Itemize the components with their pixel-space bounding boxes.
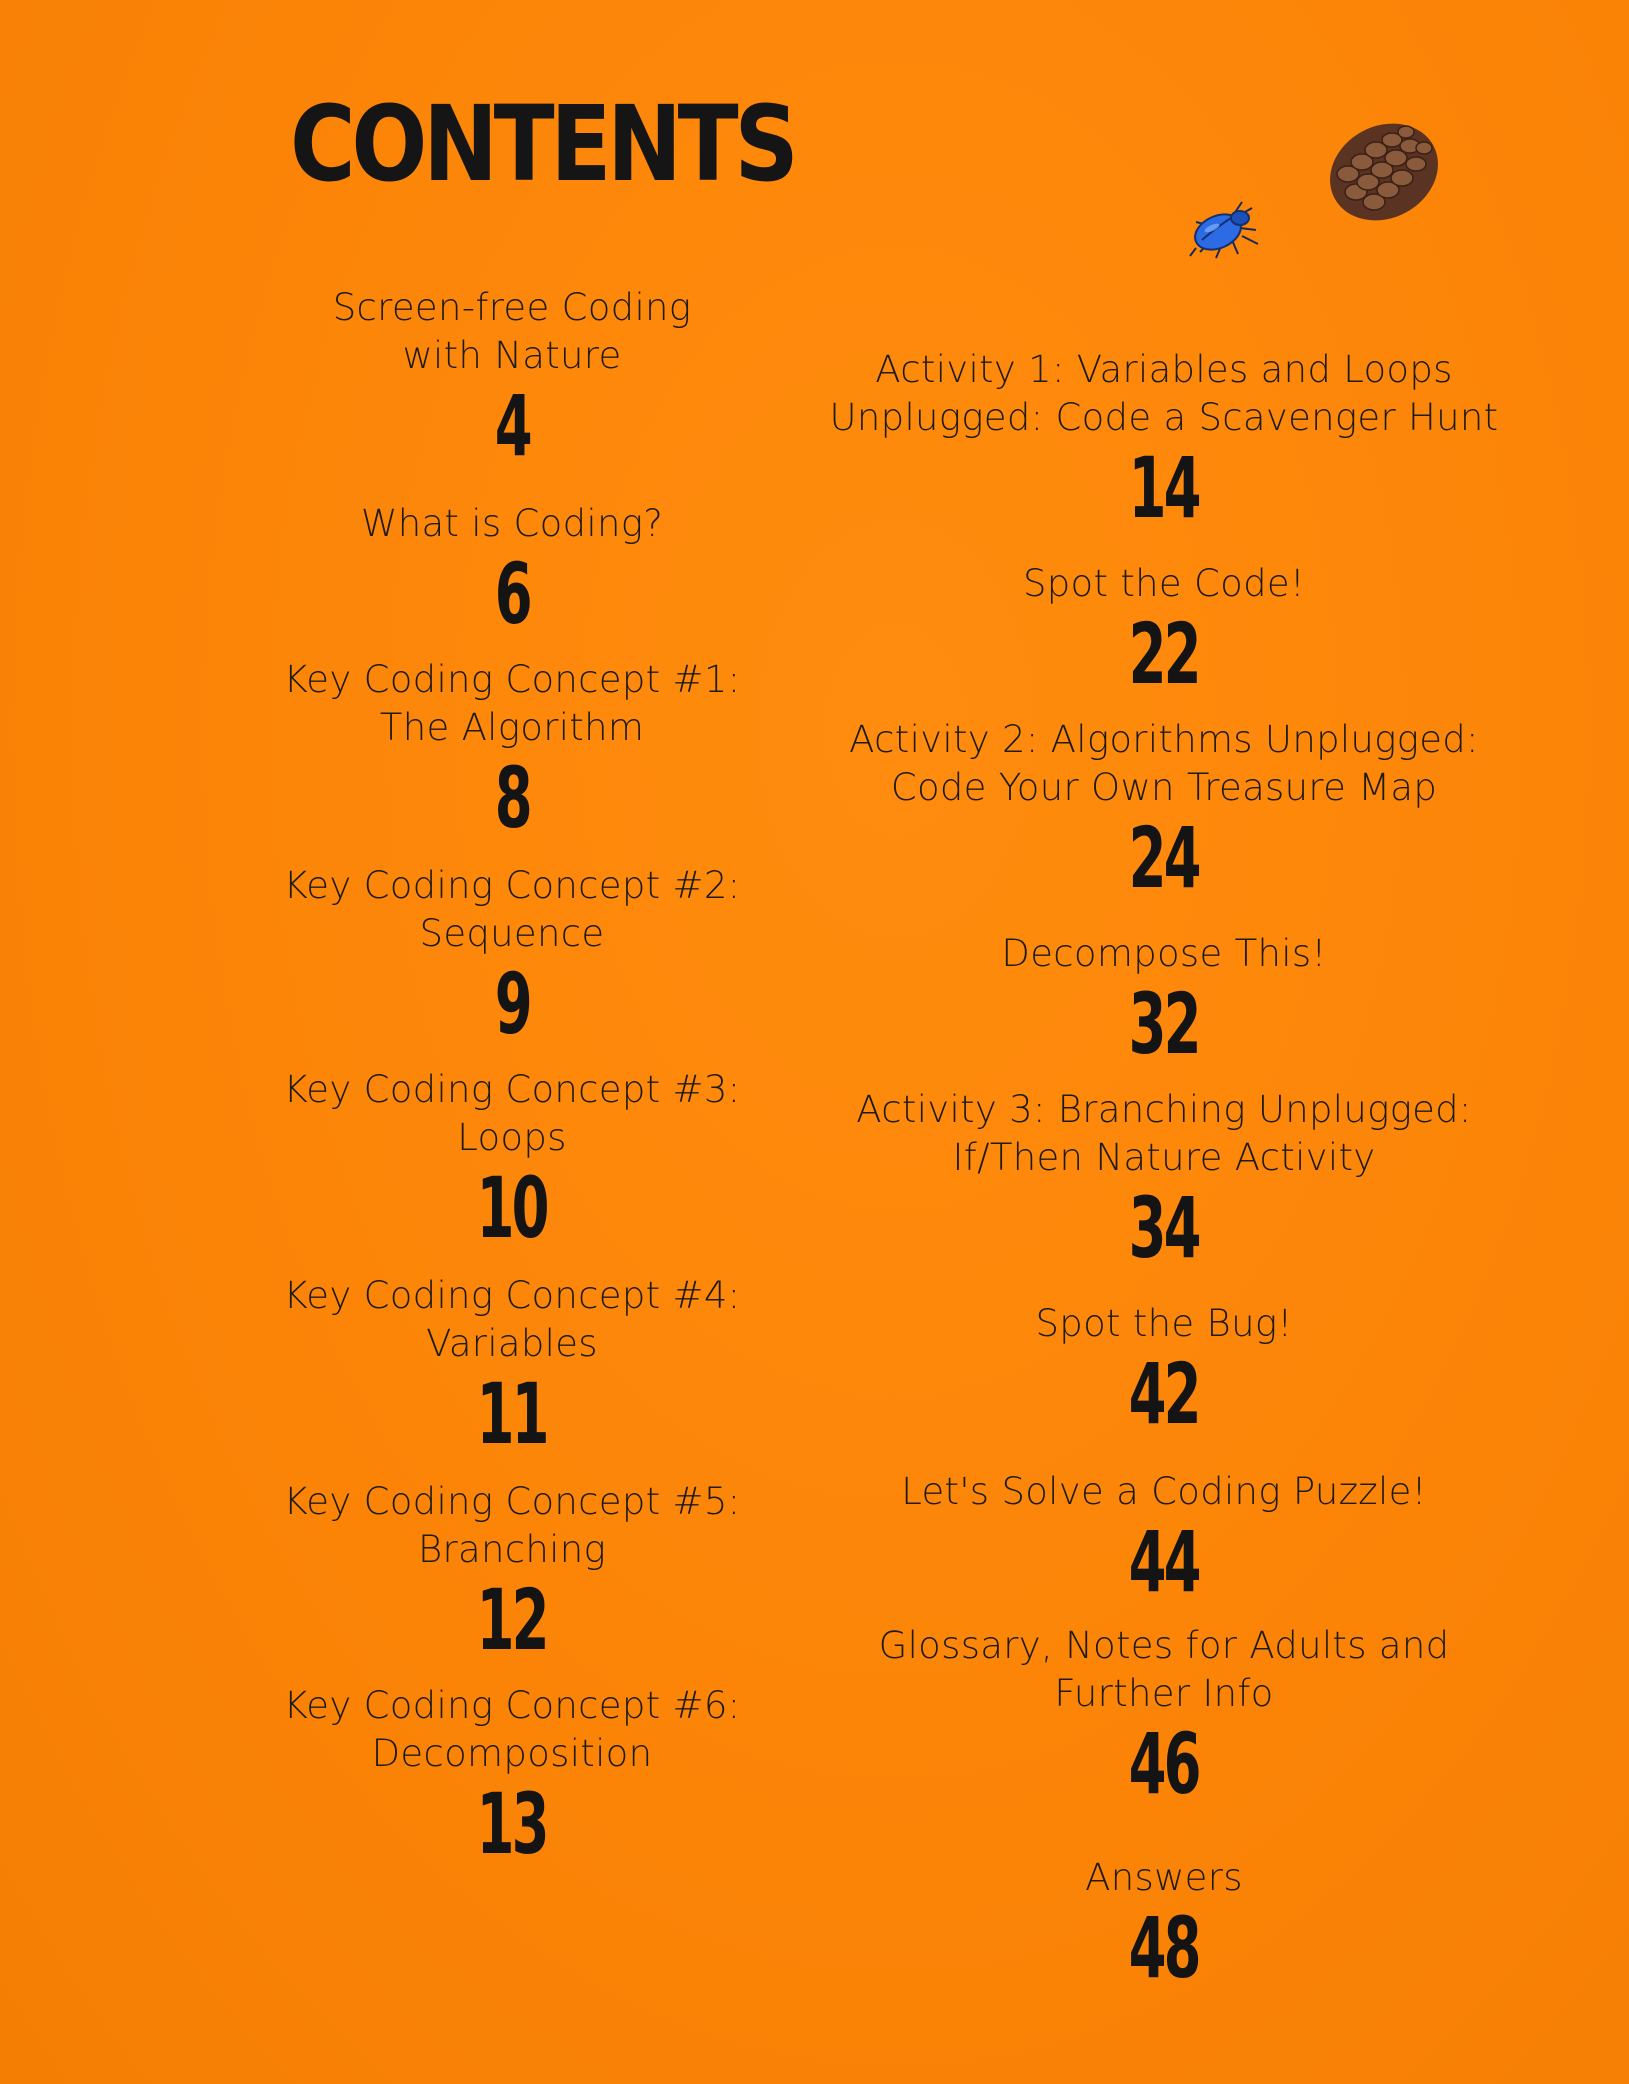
toc-entry: [814, 1468, 1514, 1611]
toc-entry: [162, 1682, 862, 1873]
toc-entry-title: Let's Solve a Coding Puzzle!: [901, 1470, 1427, 1513]
toc-page-number: 24: [1129, 809, 1199, 907]
toc-page-number: 34: [1129, 1179, 1199, 1277]
beetle-icon: [1182, 196, 1266, 262]
toc-entry: [162, 284, 862, 475]
toc-entry: [814, 716, 1514, 907]
toc-entry-title: Spot the Code!: [1022, 562, 1306, 605]
toc-page-number: 11: [477, 1365, 547, 1463]
toc-entry: [162, 500, 862, 643]
toc-page-number: 13: [477, 1775, 547, 1873]
toc-entry: [162, 862, 862, 1053]
toc-entry: [162, 1272, 862, 1463]
toc-page-number: 42: [1129, 1345, 1199, 1443]
page-title: CONTENTS: [290, 83, 795, 205]
toc-entry-title: What is Coding?: [360, 502, 664, 545]
toc-entry-title: Activity 1: Variables and Loops Unplugged: Code a Scavenger Hunt: [829, 348, 1499, 439]
toc-entry: [814, 1086, 1514, 1277]
toc-page-number: 9: [494, 955, 530, 1053]
toc-entry-title: Decompose This!: [1001, 932, 1327, 975]
toc-entry: [162, 1066, 862, 1257]
toc-entry-title: Screen-free Coding with Nature: [332, 286, 692, 377]
toc-entry: [814, 1300, 1514, 1443]
toc-entry: [814, 1622, 1514, 1813]
toc-entry-title: Glossary, Notes for Adults and Further Info: [878, 1624, 1450, 1715]
toc-entry-title: Activity 2: Algorithms Unplugged: Code Your Own Treasure Map: [849, 718, 1479, 809]
toc-entry-title: Key Coding Concept #5: Branching: [283, 1480, 741, 1571]
toc-entry-title: Answers: [1085, 1856, 1243, 1899]
toc-page-number: 22: [1129, 605, 1199, 703]
toc-entry-title: Activity 3: Branching Unplugged: If/Then Nature Activity: [856, 1088, 1472, 1179]
toc-entry-title: Key Coding Concept #1: The Algorithm: [283, 658, 741, 749]
toc-page-number: 44: [1129, 1513, 1199, 1611]
toc-page-number: 10: [477, 1159, 547, 1257]
toc-page-number: 8: [494, 749, 530, 847]
toc-page-number: 4: [494, 377, 530, 475]
toc-page-number: 48: [1129, 1899, 1199, 1997]
toc-page-number: 32: [1129, 975, 1199, 1073]
toc-entry: [162, 1478, 862, 1669]
toc-entry-title: Key Coding Concept #4: Variables: [283, 1274, 741, 1365]
toc-page-number: 6: [494, 545, 530, 643]
toc-entry: [814, 930, 1514, 1073]
toc-entry-title: Key Coding Concept #2: Sequence: [283, 864, 741, 955]
toc-page-number: 46: [1129, 1715, 1199, 1813]
toc-entry: [814, 560, 1514, 703]
toc-entry: [162, 656, 862, 847]
toc-entry-title: Spot the Bug!: [1035, 1302, 1293, 1345]
toc-entry-title: Key Coding Concept #3: Loops: [283, 1068, 741, 1159]
toc-page-number: 14: [1129, 439, 1199, 537]
toc-entry: [814, 1854, 1514, 1997]
toc-entry-title: Key Coding Concept #6: Decomposition: [283, 1684, 741, 1775]
pinecone-icon: [1318, 118, 1444, 224]
toc-entry: [814, 346, 1514, 537]
toc-page-number: 12: [477, 1571, 547, 1669]
